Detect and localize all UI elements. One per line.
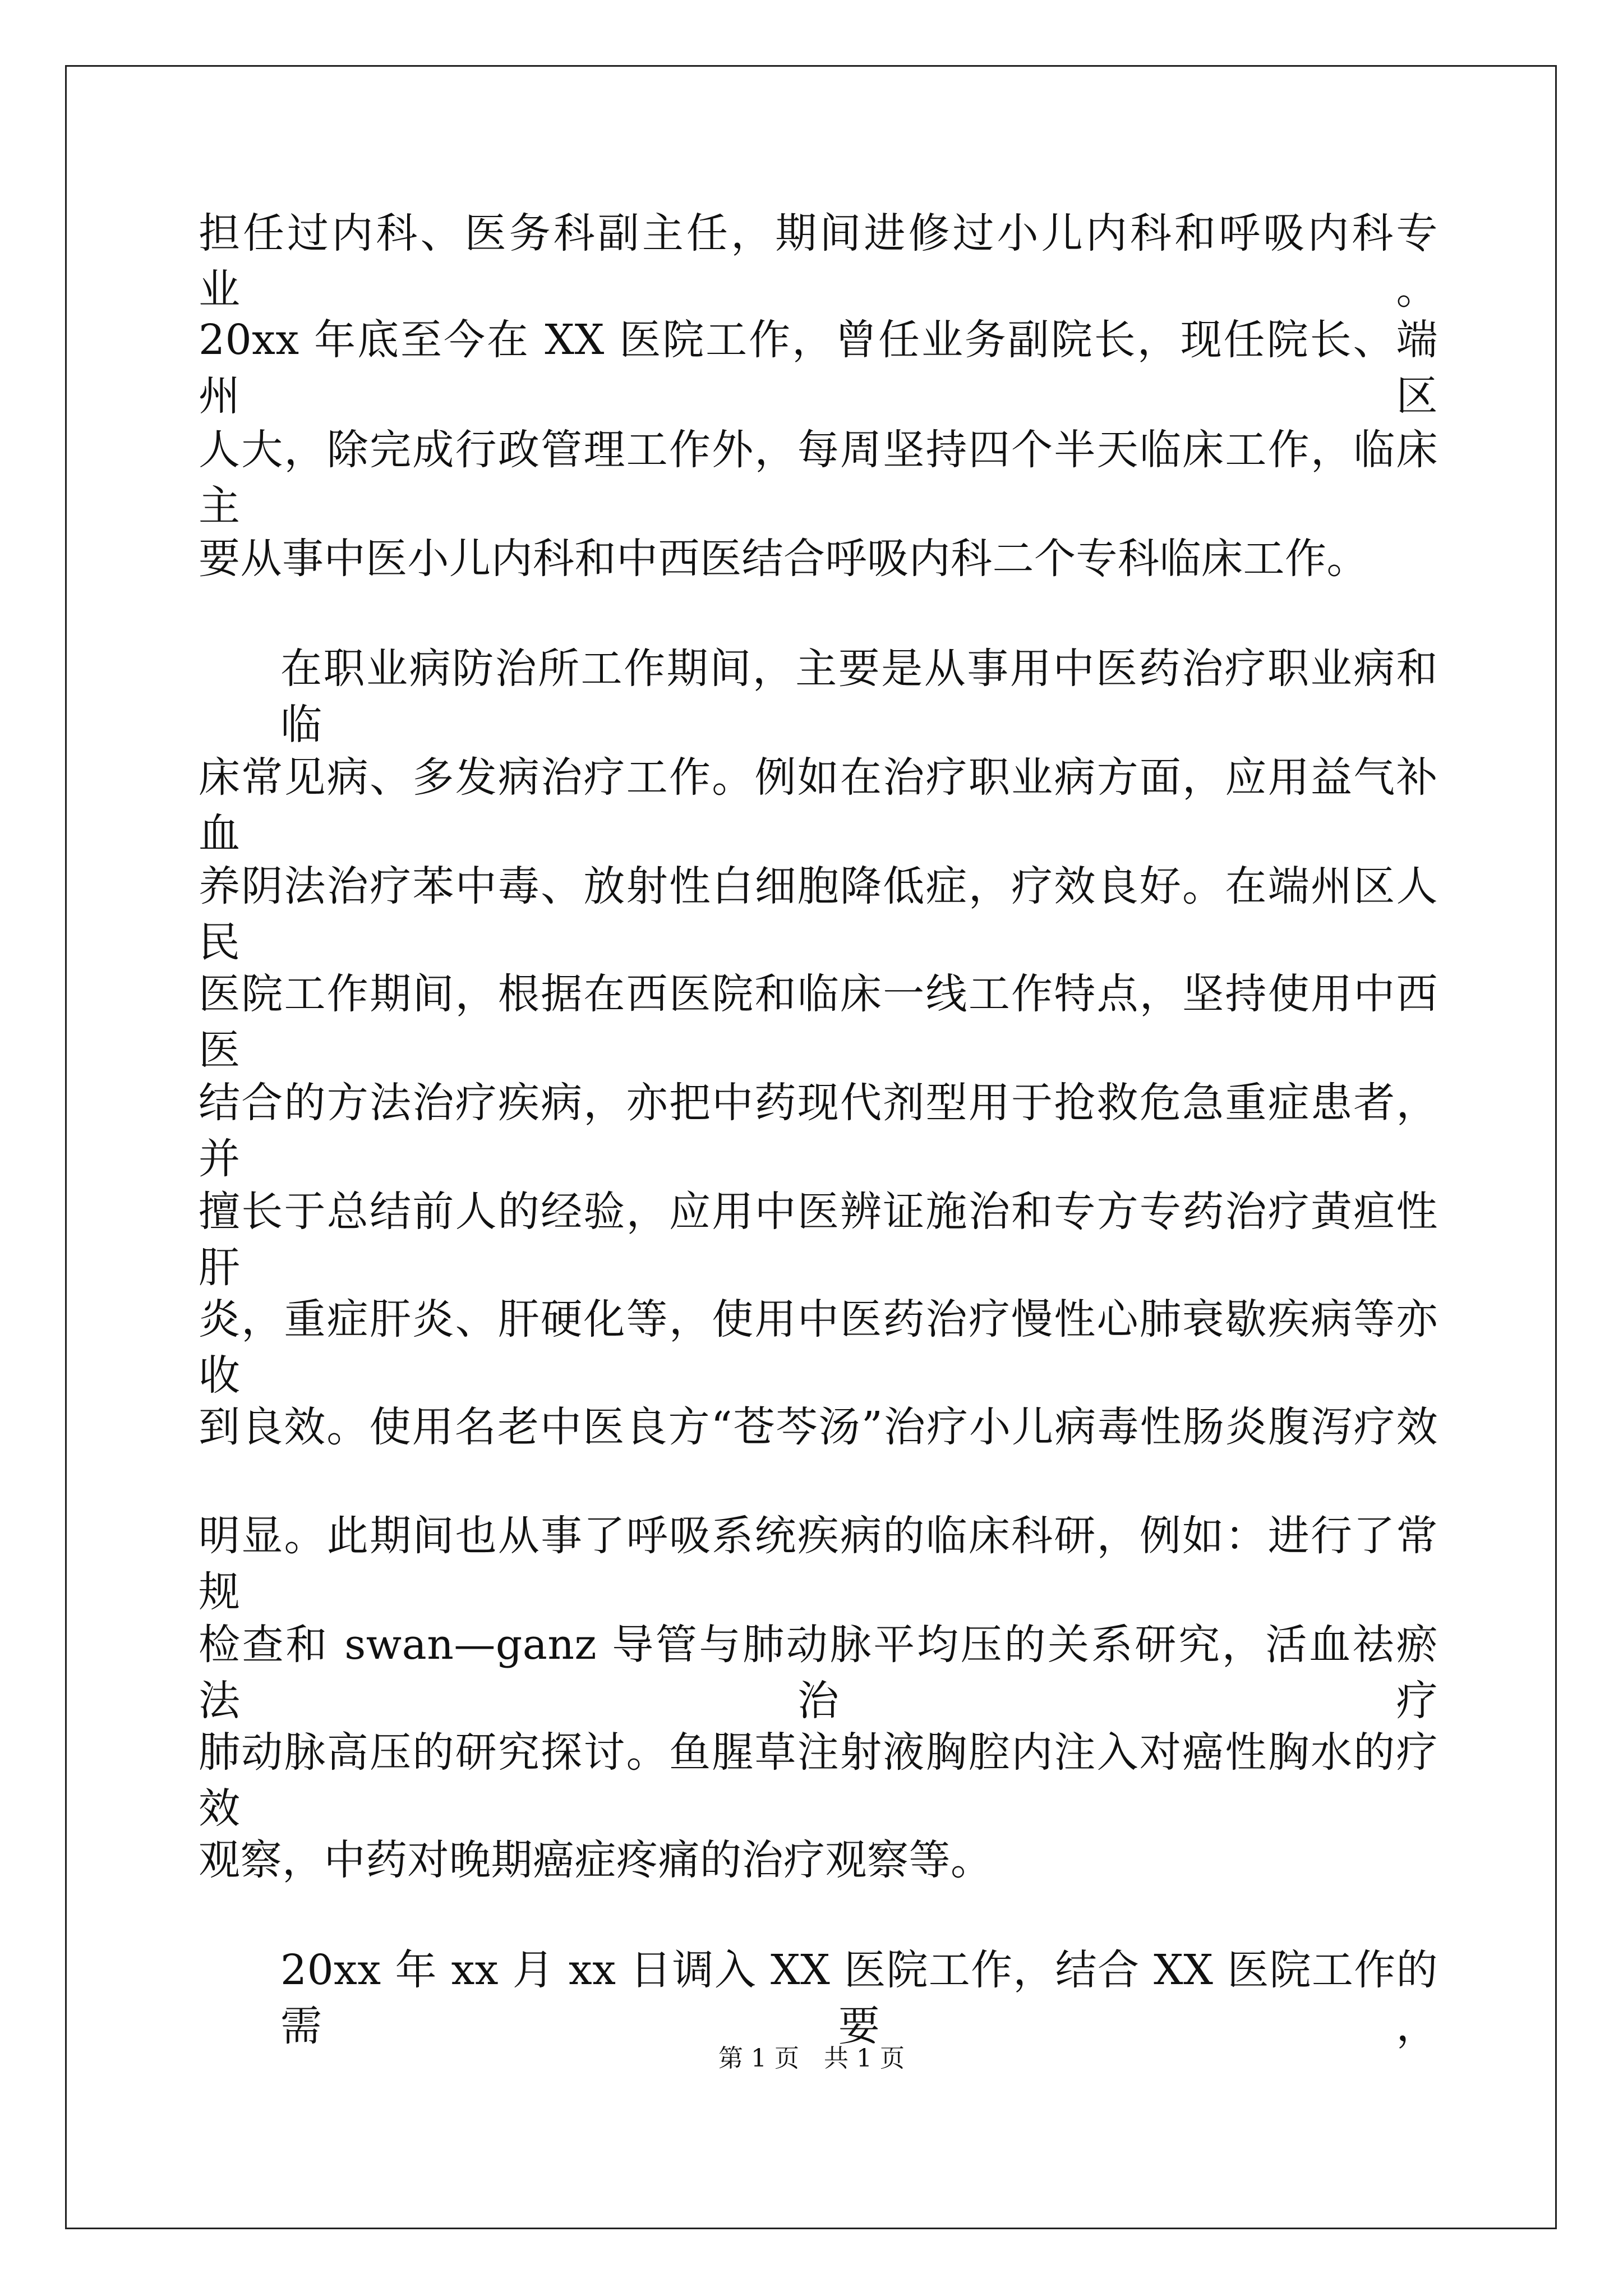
- text-line-2: 20xx 年底至今在 XX 医院工作，曾任业务副院长，现任院长、端州区: [199, 316, 1438, 420]
- text-line-9: 结合的方法治疗疾病，亦把中药现代剂型用于抢救危急重症患者，并: [199, 1079, 1438, 1183]
- text-line-13: 明显。此期间也从事了呼吸系统疾病的临床科研，例如：进行了常规: [199, 1512, 1438, 1616]
- paragraph-start-line-17: 20xx 年 xx 月 xx 日调入 XX 医院工作，结合 XX 医院工作的需要，: [280, 1946, 1438, 2050]
- paragraph-start-line-5: 在职业病防治所工作期间，主要是从事用中医药治疗职业病和临: [280, 645, 1438, 749]
- text-line-11: 炎，重症肝炎、肝硬化等，使用中医药治疗慢性心肺衰歇疾病等亦收: [199, 1295, 1438, 1400]
- text-line-16: 观察，中药对晚期癌症疼痛的治疗观察等。: [199, 1836, 993, 1884]
- text-line-10: 擅长于总结前人的经验，应用中医辨证施治和专方专药治疗黄疸性肝: [199, 1188, 1438, 1292]
- text-line-3: 人大，除完成行政管理工作外，每周坚持四个半天临床工作，临床主: [199, 426, 1438, 530]
- text-line-8: 医院工作期间，根据在西医院和临床一线工作特点，坚持使用中西医: [199, 970, 1438, 1074]
- text-line-12: 到良效。使用名老中医良方“苍芩汤”治疗小儿病毒性肠炎腹泻疗效: [199, 1403, 1438, 1451]
- text-line-14: 检查和 swan—ganz 导管与肺动脉平均压的关系研究，活血祛瘀法治疗: [199, 1621, 1438, 1725]
- text-line-7: 养阴法治疗苯中毒、放射性白细胞降低症，疗效良好。在端州区人民: [199, 862, 1438, 967]
- text-line-6: 床常见病、多发病治疗工作。例如在治疗职业病方面，应用益气补血: [199, 753, 1438, 858]
- page-number-footer: 第 1 页 共 1 页: [718, 2044, 905, 2073]
- text-line-1: 担任过内科、医务科副主任，期间进修过小儿内科和呼吸内科专业。: [199, 209, 1438, 314]
- text-line-4: 要从事中医小儿内科和中西医结合呼吸内科二个专科临床工作。: [199, 535, 1368, 583]
- text-line-15: 肺动脉高压的研究探讨。鱼腥草注射液胸腔内注入对癌性胸水的疗效: [199, 1728, 1438, 1833]
